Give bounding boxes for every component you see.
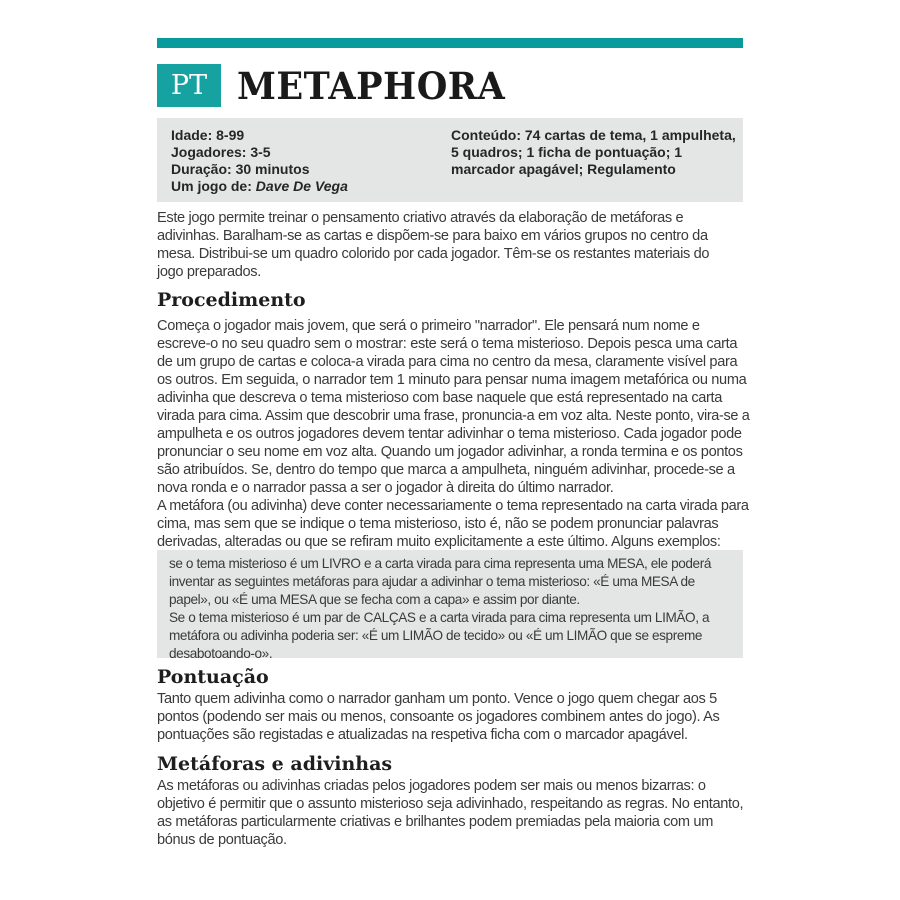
text-line: papel», ou «É uma MESA que se fecha com a capa» e assim por diante. [169,592,580,607]
text-line: se o tema misterioso é um LIVRO e a carta virada para cima representa uma MESA, ele poderá [169,556,712,571]
text-line: adivinhas. Baralham-se as cartas e dispõem-se para baixo em vários grupos no centro da [157,228,708,244]
text-line: de um grupo de cartas e coloca-a virada para cima no centro da mesa, claramente visível para [157,354,738,370]
text-line: jogo preparados. [157,264,261,280]
text-line: metáfora ou adivinha poderia ser: «É um LIMÃO de tecido» ou «É um LIMÃO que se espreme [169,628,703,643]
text-line: mesa. Distribui-se um quadro colorido por cada jogador. Têm-se os restantes materiais do [157,246,710,262]
text-line: derivadas, alteradas ou que se refiram muito explicitamente a este último. Alguns exemplos: [157,534,721,550]
examples-text [169,555,741,663]
game-title: METAPHORA [237,64,506,108]
author-info [171,178,441,195]
text-line: Começa o jogador mais jovem, que será o primeiro "narrador". Ele pensará num nome e [157,318,700,334]
text-line: bónus de pontuação. [157,832,287,848]
duration-info: Duração: 30 minutos [171,161,310,177]
game-specs [171,127,441,195]
metaphors-text [157,777,749,849]
game-contents [451,127,741,178]
text-line: virada para cima. Assim que descobrir uma frase, pronuncia-a em voz alta. Neste ponto, vira-se a [157,408,750,424]
scoring-text [157,690,749,744]
contents-line: Conteúdo: 74 cartas de tema, 1 ampulheta, [451,127,736,143]
author-name: Dave De Vega [255,178,348,194]
text-line: A metáfora (ou adivinha) deve conter necessariamente o tema representado na carta virada para [157,498,749,514]
text-line: pronunciar o seu nome em voz alta. Quando um jogador adivinhar, a ronda termina e os pontos [157,444,743,460]
text-line: Tanto quem adivinha como o narrador ganham um ponto. Vence o jogo quem chegar aos 5 [157,691,717,707]
text-line: adivinha que descreva o tema misterioso com base naquele que está representado na carta [157,390,723,406]
text-line: as metáforas particularmente criativas e brilhantes podem premiadas pela maioria com um [157,814,713,830]
text-line: As metáforas ou adivinhas criadas pelos jogadores podem ser mais ou menos bizarras: o [157,778,706,794]
text-line: ampulheta e os outros jogadores devem tentar adivinhar o tema misterioso. Cada jogador pode [157,426,742,442]
language-badge: PT [157,64,221,107]
procedure-heading: Procedimento [157,289,306,311]
age-info: Idade: 8-99 [171,127,245,143]
metaphors-heading: Metáforas e adivinhas [157,753,393,775]
contents-line: marcador apagável; Regulamento [451,161,676,177]
text-line: nova ronda e o narrador passa a ser o jogador à direita do último narrador. [157,480,614,496]
text-line: inventar as seguintes metáforas para ajudar a adivinhar o tema misterioso: «É uma MESA de [169,574,695,589]
text-line: desabotoando-o». [169,646,273,661]
text-line: os outros. Em seguida, o narrador tem 1 minuto para pensar numa imagem metafórica ou numa [157,372,747,388]
intro-paragraph [157,209,747,281]
players-info: Jogadores: 3-5 [171,144,271,160]
game-info-box [157,118,743,202]
accent-bar [157,38,743,48]
text-line: pontuações são registadas e atualizadas na respetiva ficha com o marcador apagável. [157,727,688,743]
contents-line: 5 quadros; 1 ficha de pontuação; 1 [451,144,683,160]
scoring-heading: Pontuação [157,666,269,688]
procedure-text [157,317,749,551]
text-line: escreve-o no seu quadro sem o mostrar: este será o tema misterioso. Depois pesca uma carta [157,336,738,352]
examples-box [157,550,743,661]
text-line: Se o tema misterioso é um par de CALÇAS e a carta virada para cima representa um LIMÃO, a [169,610,710,625]
text-line: cima, mas sem que se indique o tema misterioso, isto é, não se podem pronunciar palavras [157,516,719,532]
text-line: são atribuídos. Se, dentro do tempo que marca a ampulheta, ninguém adivinhar, procede-se a [157,462,735,478]
text-line: objetivo é permitir que o assunto misterioso seja adivinhado, respeitando as regras. No entanto, [157,796,744,812]
author-label: Um jogo de: [171,178,256,194]
title-row [157,64,743,108]
text-line: pontos (podendo ser mais ou menos, consoante os jogadores combinem antes do jogo). As [157,709,720,725]
text-line: Este jogo permite treinar o pensamento criativo através da elaboração de metáforas e [157,210,684,226]
